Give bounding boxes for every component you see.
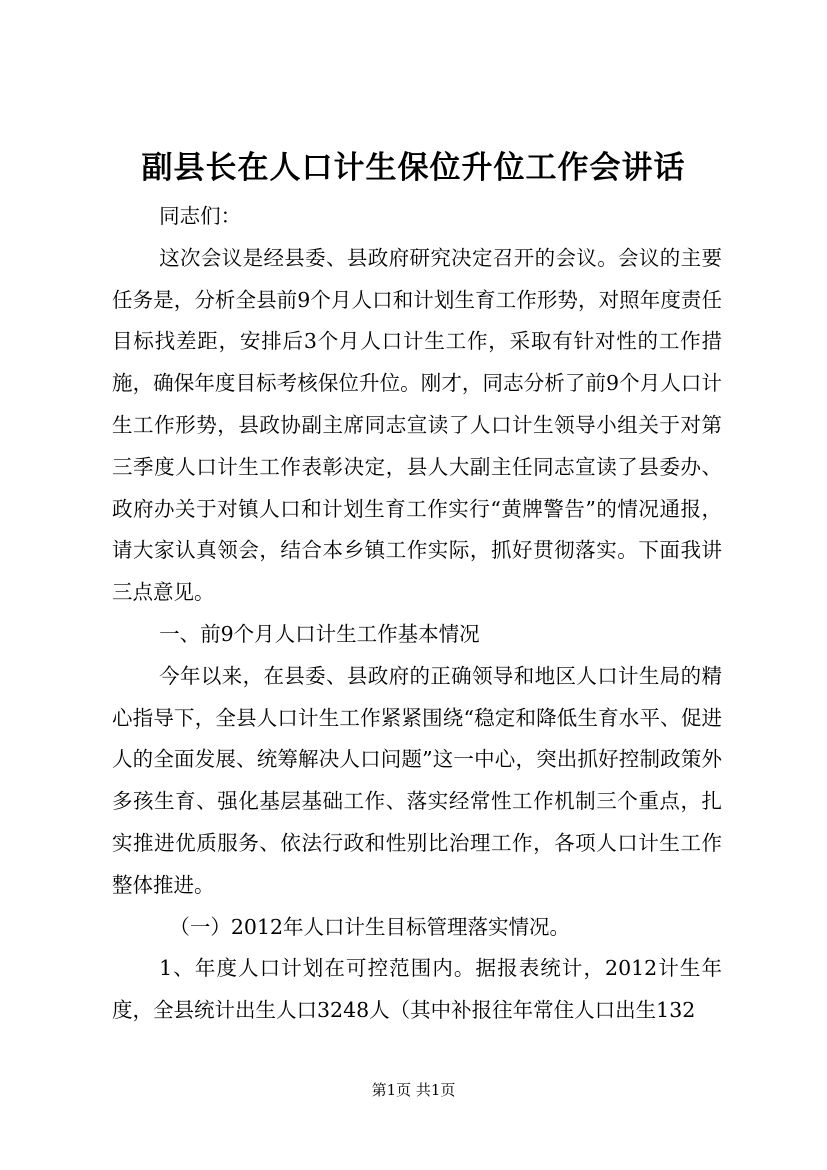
subsection-heading-1: （一）2012年人口计生目标管理落实情况。 xyxy=(169,914,571,939)
paragraph-overview: 今年以来，在县委、县政府的正确领导和地区人口计生局的精心指导下，全县人口计生工作紧紧围绕“稳定和降低生育水平、促进人的全面发展、统筹解决人口问题”这一中心，突出抓好控制政策外多孩生育、强化基层基础工作、落实经常性工作机制三个重点，扎实推进优质服务、依法行政和性别比治理工作，各项人口计生工作整体推进。 xyxy=(112,663,722,897)
paragraph-intro: 这次会议是经县委、县政府研究决定召开的会议。会议的主要任务是，分析全县前9个月人口和计划生育工作形势，对照年度责任目标找差距，安排后3个月人口计生工作，采取有针对性的工作措施，确保年度目标考核保位升位。刚才，同志分析了前9个月人口计生工作形势，县政协副主席同志宣读了人口计生领导小组关于对第三季度人口计生工作表彰决定，县人大副主任同志宣读了县委办、政府办关于对镇人口和计划生育工作实行“黄牌警告”的情况通报，请大家认真领会，结合本乡镇工作实际，抓好贯彻落实。下面我讲三点意见。 xyxy=(112,245,722,605)
paragraph-item-1: 1、年度人口计划在可控范围内。据报表统计，2012计生年度，全县统计出生人口3248人（其中补报往年常住人口出生132 xyxy=(112,956,722,1023)
document-title: 副县长在人口计生保位升位工作会讲话 xyxy=(141,150,686,186)
document-body xyxy=(112,196,722,1032)
page-footer: 第1页 共1页 xyxy=(371,1081,456,1099)
section-heading-1: 一、前9个月人口计生工作基本情况 xyxy=(159,621,480,646)
greeting: 同志们： xyxy=(159,204,242,228)
